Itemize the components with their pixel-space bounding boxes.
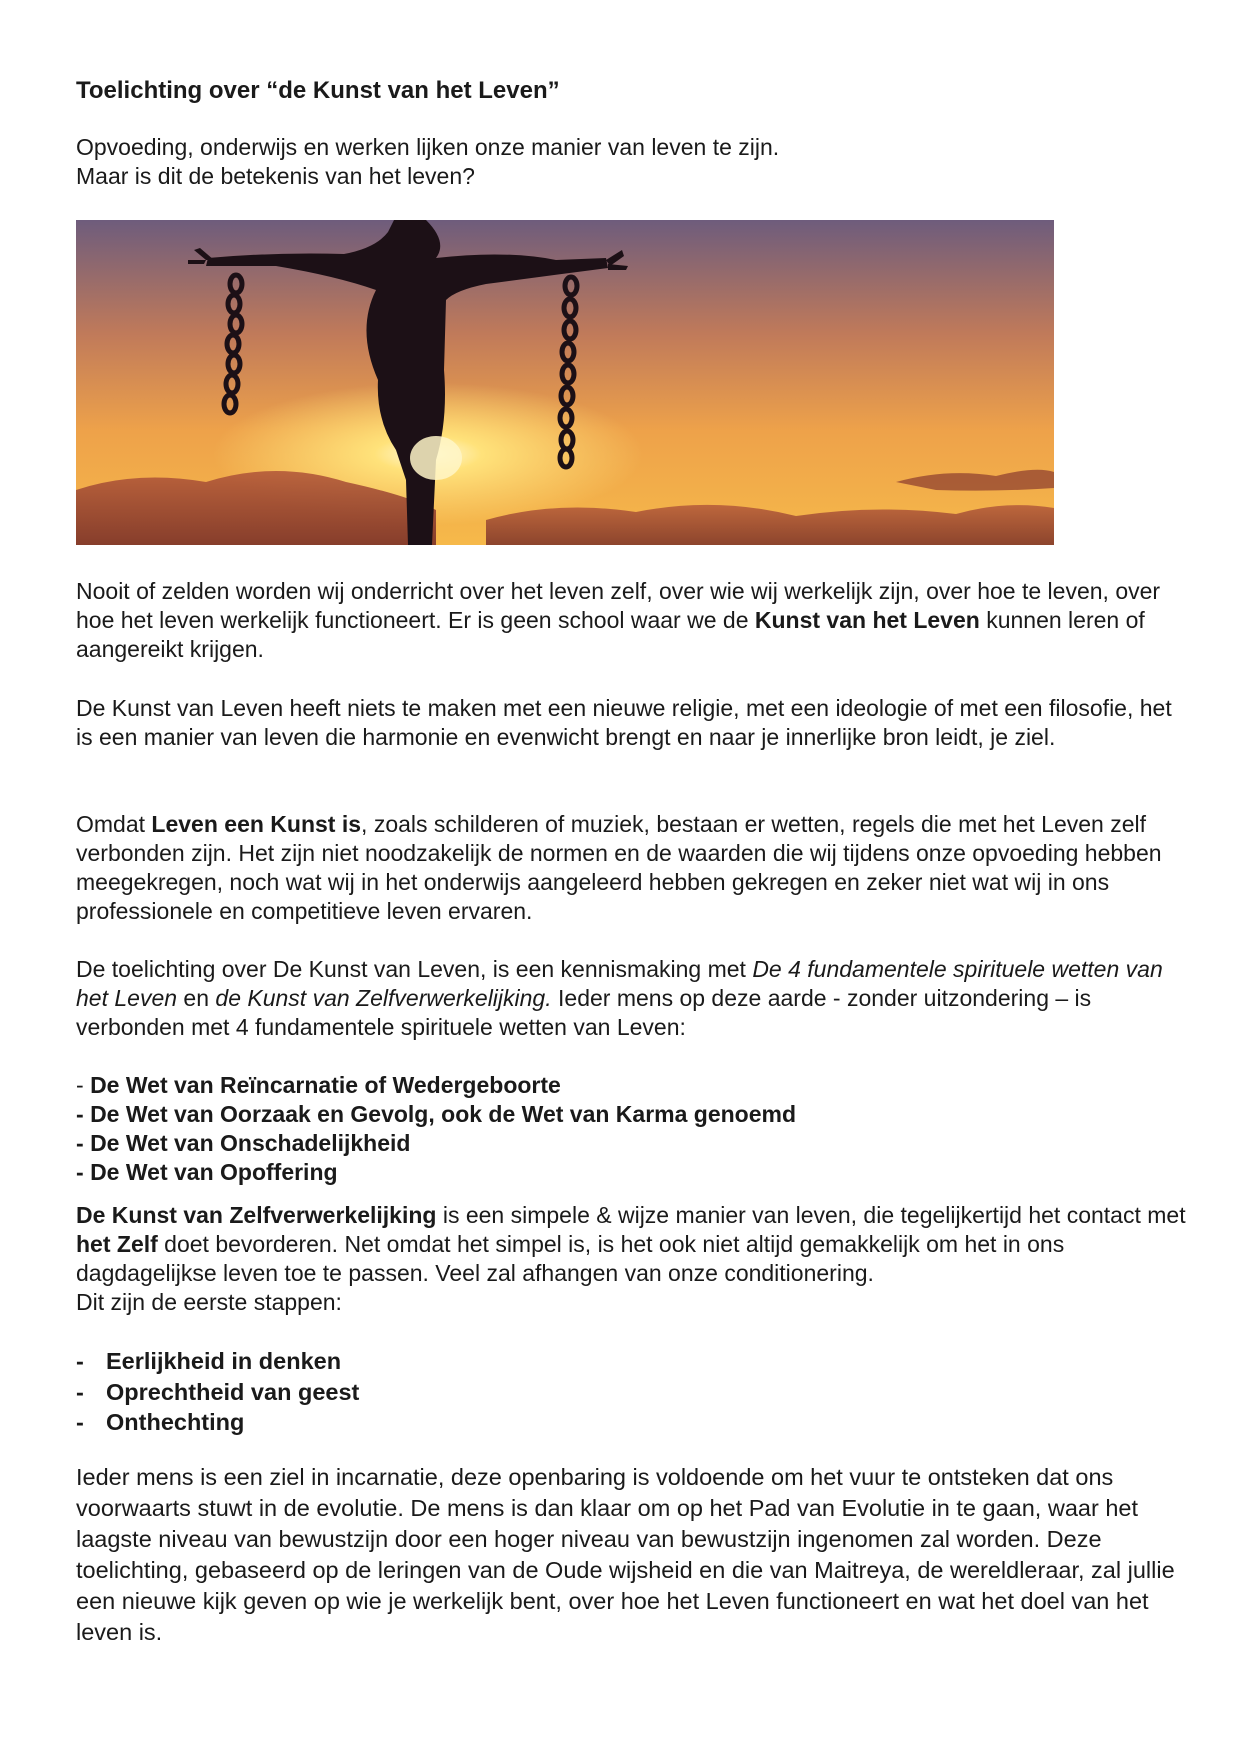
list-item: - De Wet van Opoffering xyxy=(76,1159,338,1185)
emphasis-het-zelf: het Zelf xyxy=(76,1231,158,1257)
sunset-freedom-photo xyxy=(76,220,1054,545)
list-item: - Onthechting xyxy=(76,1409,245,1435)
paragraph-5: De Kunst van Zelfverwerkelijking is een simpele & wijze manier van leven, die tegelijkertijd het contact met het Zelf doet bevorderen. Net omdat het simpel is, is het ook niet altijd gemakkelijk om het in ons dagdagelijkse leven toe te passen. Veel zal afhangen van onze conditionering. Dit zijn de eerste stappen: xyxy=(76,1202,1186,1315)
intro-line-1: Opvoeding, onderwijs en werken lijken onze manier van leven te zijn. xyxy=(76,134,780,160)
emphasis-kunst-van-zelfverwerkelijking: De Kunst van Zelfverwerkelijking xyxy=(76,1202,437,1228)
list-item: - De Wet van Onschadelijkheid xyxy=(76,1130,411,1156)
list-item: - De Wet van Oorzaak en Gevolg, ook de Wet van Karma genoemd xyxy=(76,1101,797,1127)
italic-spirituele-wetten: De 4 fundamentele spirituele wetten van het Leven xyxy=(76,956,1163,1011)
paragraph-1: Nooit of zelden worden wij onderricht over het leven zelf, over wie wij werkelijk zijn, over hoe te leven, over hoe het leven werkelijk functioneert. Er is geen school waar we de Kunst van het Leven kunnen leren of aangereikt krijgen. xyxy=(76,578,1161,662)
paragraph-3: Omdat Leven een Kunst is, zoals schilderen of muziek, bestaan er wetten, regels die met het Leven zelf verbonden zijn. Het zijn niet noodzakelijk de normen en de waarden die wij tijdens onze opvoeding hebben meegekregen, noch wat wij in het onderwijs aangeleerd hebben gekregen en zeker niet wat wij in ons professionele en competitieve leven ervaren. xyxy=(76,811,1162,924)
emphasis-leven-een-kunst: Leven een Kunst is xyxy=(151,811,362,837)
steps-list xyxy=(76,1346,1186,1438)
silhouette-image xyxy=(76,220,1054,545)
italic-zelfverwerkelijking: de Kunst van Zelfverwerkelijking. xyxy=(215,985,552,1011)
laws-list xyxy=(76,1071,1186,1187)
paragraph-2: De Kunst van Leven heeft niets te maken met een nieuwe religie, met een ideologie of met een filosofie, het is een manier van leven die harmonie en evenwicht brengt en naar je innerlijke bron leidt, je ziel. xyxy=(76,695,1172,750)
page-title: Toelichting over “de Kunst van het Leven” xyxy=(76,77,560,104)
emphasis-kunst-van-het-leven: Kunst van het Leven xyxy=(754,607,980,633)
list-item: - Eerlijkheid in denken xyxy=(76,1348,342,1374)
paragraph-4: De toelichting over De Kunst van Leven, is een kennismaking met De 4 fundamentele spirituele wetten van het Leven en de Kunst van Zelfverwerkelijking. Ieder mens op deze aarde - zonder uitzondering – is verbonden met 4 fundamentele spirituele wetten van Leven: xyxy=(76,956,1163,1040)
intro xyxy=(76,133,1186,191)
list-item: - Oprechtheid van geest xyxy=(76,1378,360,1405)
intro-line-2: Maar is dit de betekenis van het leven? xyxy=(76,163,475,189)
list-item: - De Wet van Reïncarnatie of Wedergeboorte xyxy=(76,1072,561,1098)
paragraph-6: Ieder mens is een ziel in incarnatie, deze openbaring is voldoende om het vuur te ontsteken dat ons voorwaarts stuwt in de evolutie. De mens is dan klaar om op het Pad van Evolutie in te gaan, waar het laagste niveau van bewustzijn door een hoger niveau van bewustzijn ingenomen zal worden. Deze toelichting, gebaseerd op de leringen van de Oude wijsheid en die van Maitreya, de wereldleraar, zal jullie een nieuwe kijk geven op wie je werkelijk bent, over hoe het Leven functioneert en wat het doel van het leven is. xyxy=(76,1464,1175,1645)
steps-intro: Dit zijn de eerste stappen: xyxy=(76,1289,342,1315)
